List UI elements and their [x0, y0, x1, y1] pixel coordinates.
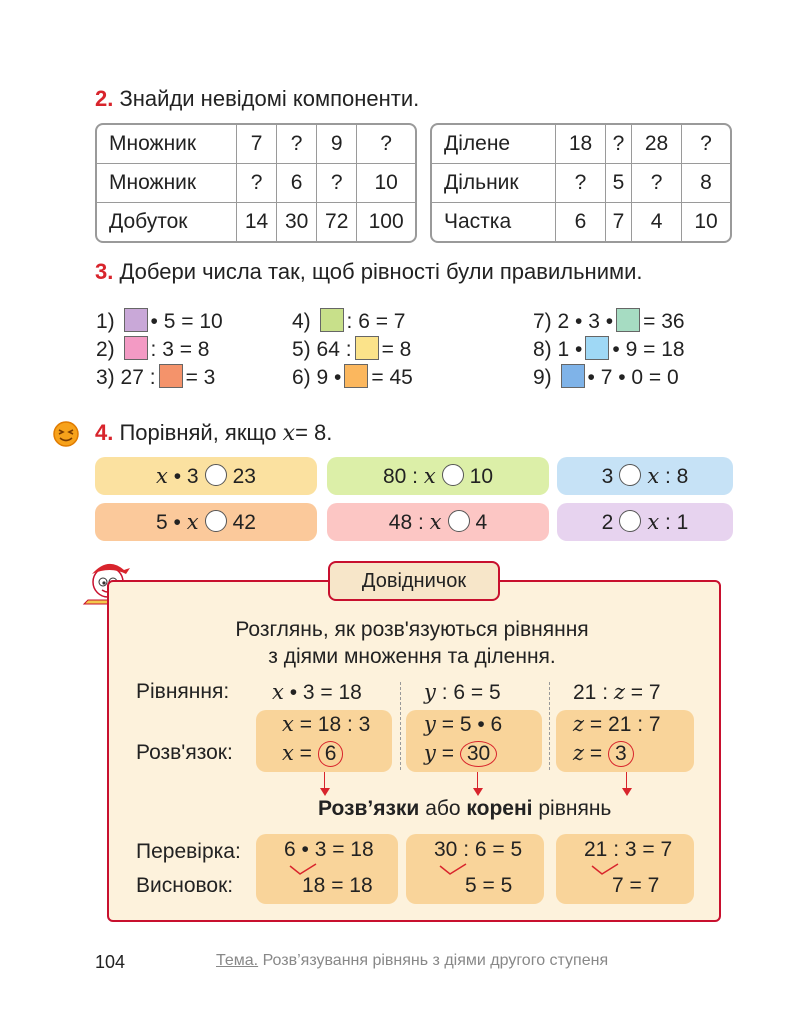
equation [573, 680, 661, 705]
conclusion-line: 5 = 5 [465, 874, 513, 897]
right-expr: 42 [232, 511, 256, 534]
equation-label: Рівняння: [136, 680, 230, 703]
item-number: 1) [96, 310, 115, 333]
step-text: = 5 • 6 [441, 713, 503, 736]
eq-post: : 3 = 8 [150, 338, 210, 361]
right-expr: 10 [469, 465, 494, 488]
task3-heading [95, 259, 643, 285]
divider [549, 682, 550, 770]
cell: 8 [682, 164, 730, 203]
cell: 4 [632, 203, 682, 241]
eq-post: = 45 [371, 366, 413, 389]
compare-pill [95, 457, 317, 495]
solution-answer: z = 3 [573, 741, 634, 767]
blank-square [561, 364, 585, 388]
cell: ? [237, 164, 277, 203]
variable: z [573, 741, 585, 765]
reference-tab: Довідничок [328, 561, 500, 601]
compare-pill [327, 457, 549, 495]
right-expr: 23 [232, 465, 256, 488]
cell: 7 [237, 125, 277, 164]
cell: 10 [357, 164, 415, 203]
intro-line: Розглянь, як розв'язуються рівняння [235, 618, 589, 641]
answer-circled: 30 [460, 741, 497, 767]
answer-circled: 6 [318, 741, 344, 767]
left-expr: 2 [601, 511, 614, 534]
answer-circled: 3 [608, 741, 634, 767]
variable: x [156, 464, 168, 488]
task-number: 4. [95, 420, 114, 445]
item-number: 3) [96, 366, 115, 389]
eq-rest: = 7 [630, 681, 661, 704]
item-number: 7) [533, 310, 552, 333]
task-number: 3. [95, 259, 114, 284]
item-number: 6) [292, 366, 311, 389]
eq-pre: 27 : [120, 366, 156, 389]
blank-square [159, 364, 183, 388]
conclusion-line: 18 = 18 [302, 874, 373, 897]
intro-line: з діями множення та ділення. [268, 645, 556, 668]
variable: x [282, 741, 294, 765]
eq-post: • 5 = 10 [150, 310, 223, 333]
cell: ? [317, 164, 357, 203]
variable: z [573, 712, 585, 736]
equation [272, 680, 362, 705]
equation-item [96, 308, 223, 334]
task-number: 2. [95, 86, 114, 111]
item-number: 4) [292, 310, 311, 333]
cell: 7 [606, 203, 632, 241]
cell: 72 [317, 203, 357, 241]
eq-post: : 6 = 7 [346, 310, 406, 333]
cell: 18 [556, 125, 606, 164]
check-line: 30 : 6 = 5 [434, 838, 523, 861]
caption-text: рівнянь [538, 797, 612, 820]
eq-pre: 9 • [316, 366, 342, 389]
compare-circle[interactable] [448, 510, 470, 532]
left-expr: 80 : [382, 465, 418, 488]
solution-step [282, 712, 370, 737]
equation-item [533, 308, 685, 334]
equation-item [96, 336, 210, 362]
roots-caption [318, 797, 611, 821]
cell: 6 [556, 203, 606, 241]
equation-item [96, 364, 215, 390]
cell: 10 [694, 210, 718, 233]
down-arrow-icon [324, 772, 325, 790]
division-table [430, 123, 732, 243]
equation-item [292, 308, 406, 334]
blank-square [320, 308, 344, 332]
check-mark-icon [288, 862, 318, 878]
compare-pill [557, 457, 733, 495]
task-text: Порівняй, якщо [119, 420, 277, 445]
smiley-icon [52, 420, 80, 448]
equation-item [292, 364, 413, 390]
compare-circle[interactable] [619, 510, 641, 532]
cell: 9 [317, 125, 357, 164]
blank-square [124, 308, 148, 332]
check-mark-icon [438, 862, 468, 878]
eq-pre: 21 : [573, 681, 609, 704]
eq-post: • 9 = 18 [612, 338, 685, 361]
variable: z [613, 680, 625, 704]
variable: y [424, 741, 436, 765]
solution-step [573, 712, 661, 737]
variable: y [424, 680, 436, 704]
eq-pre: 64 : [316, 338, 352, 361]
check-label: Перевірка: [136, 840, 241, 863]
eq-rest: • 3 = 18 [289, 681, 362, 704]
page-number: 104 [95, 952, 126, 972]
cell: 28 [632, 125, 682, 164]
task-text: Добери числа так, щоб рівності були правильними. [119, 259, 643, 284]
blank-square [585, 336, 609, 360]
variable: x [647, 510, 660, 534]
eq-rest: : 6 = 5 [441, 681, 501, 704]
item-number: 8) [533, 338, 552, 361]
eq-pre: 1 • [557, 338, 583, 361]
blank-square [124, 336, 148, 360]
cell: ? [556, 164, 606, 203]
cell: 100 [368, 210, 404, 233]
variable: x [282, 421, 296, 446]
cell: ? [277, 125, 317, 164]
variable: x [423, 464, 436, 488]
item-number: 2) [96, 338, 115, 361]
down-arrow-icon [477, 772, 478, 790]
topic-text: Розв’язування рівнянь з діями другого ступеня [262, 952, 609, 969]
compare-circle[interactable] [205, 510, 227, 532]
solution-answer: x = 6 [282, 741, 343, 767]
right-expr: : 8 [665, 465, 689, 488]
footer-topic [216, 952, 608, 970]
equation [424, 680, 501, 705]
variable: x [272, 680, 284, 704]
task4-heading [95, 420, 332, 446]
item-number: 5) [292, 338, 311, 361]
variable: x [429, 510, 442, 534]
left-expr: 5 • [156, 511, 181, 534]
divider [400, 682, 401, 770]
condition: = 8. [295, 420, 333, 445]
row-label: Добуток [97, 203, 237, 241]
equation-item [533, 364, 679, 390]
cell: ? [682, 125, 730, 164]
bold-term: корені [466, 797, 533, 820]
row-label: Множник [97, 125, 237, 164]
check-line: 6 • 3 = 18 [284, 838, 374, 861]
down-arrow-icon [626, 772, 627, 790]
cell: ? [632, 164, 682, 203]
blank-square [344, 364, 368, 388]
left-expr: 48 : [388, 511, 424, 534]
compare-pill [557, 503, 733, 541]
check-line: 21 : 3 = 7 [584, 838, 673, 861]
cell: 30 [277, 203, 317, 241]
conclusion-line: 7 = 7 [612, 874, 660, 897]
blank-square [616, 308, 640, 332]
compare-pill [95, 503, 317, 541]
row-label: Множник [97, 164, 237, 203]
variable: x [647, 464, 660, 488]
equation-item [533, 336, 685, 362]
step-text: = 21 : 7 [589, 713, 661, 736]
cell: ? [357, 125, 415, 164]
conclusion-label: Висновок: [136, 874, 234, 897]
right-expr: : 1 [665, 511, 689, 534]
variable: x [282, 712, 294, 736]
blank-square [355, 336, 379, 360]
left-expr: • 3 [173, 465, 199, 488]
cell: 5 [606, 164, 632, 203]
cell: 6 [277, 164, 317, 203]
eq-post: • 7 • 0 = 0 [587, 366, 679, 389]
eq-post: = 8 [381, 338, 412, 361]
topic-label: Тема. [216, 952, 259, 969]
left-expr: 3 [601, 465, 614, 488]
caption-text: або [425, 797, 461, 820]
equation-item [292, 336, 411, 362]
eq-pre: 2 • 3 • [557, 310, 614, 333]
row-label: Дільник [432, 164, 556, 203]
right-expr: 4 [475, 511, 488, 534]
row-label: Частка [432, 203, 556, 241]
eq-post: = 36 [643, 310, 685, 333]
variable: x [186, 510, 199, 534]
eq-post: = 3 [185, 366, 216, 389]
solution-label: Розв'язок: [136, 741, 233, 764]
solution-answer: y = 30 [424, 741, 497, 767]
compare-circle[interactable] [442, 464, 464, 486]
compare-circle[interactable] [619, 464, 641, 486]
solution-step [424, 712, 502, 737]
check-mark-icon [590, 862, 620, 878]
task2-heading [95, 86, 419, 112]
compare-pill [327, 503, 549, 541]
bold-term: Розв’язки [318, 797, 420, 820]
row-label: Ділене [432, 125, 556, 164]
variable: y [424, 712, 436, 736]
compare-circle[interactable] [205, 464, 227, 486]
cell: ? [606, 125, 632, 164]
task-text: Знайди невідомі компоненти. [119, 86, 420, 111]
cell: 14 [237, 203, 277, 241]
item-number: 9) [533, 366, 552, 389]
multiplication-table [95, 123, 417, 243]
step-text: = 18 : 3 [299, 713, 371, 736]
